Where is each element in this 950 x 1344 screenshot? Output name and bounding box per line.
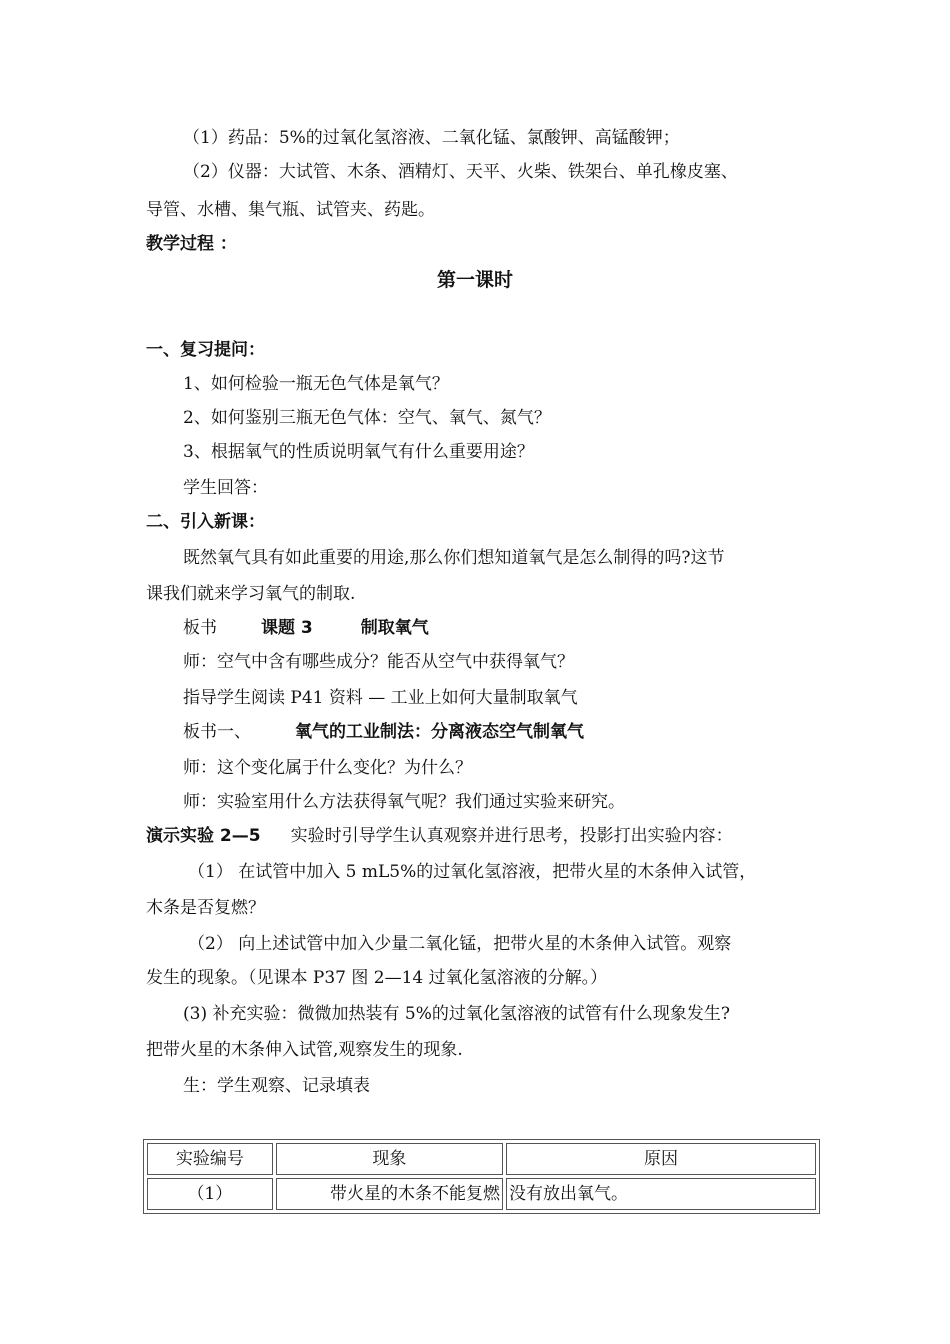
demo-experiment-text: 实验时引导学生认真观察并进行思考，投影打出实验内容： <box>290 826 733 846</box>
demo-experiment-line <box>146 824 733 848</box>
table-header-phenomenon: 现象 <box>276 1143 503 1175</box>
experiment-step-2-cont: 发生的现象。（见课本 P37 图 2—14 过氧化氢溶液的分解。） <box>146 968 608 988</box>
board-topic-number: 课题 3 <box>261 618 313 638</box>
section-heading-intro: 二、引入新课： <box>146 512 265 532</box>
table-row <box>147 1178 816 1210</box>
student-observation: 生：学生观察、记录填表 <box>183 1076 370 1096</box>
intro-paragraph: 既然氧气具有如此重要的用途,那么你们想知道氧气是怎么制得的吗?这节 <box>183 548 725 568</box>
section-heading-process: 教学过程 ： <box>146 234 237 254</box>
table-cell-number: （1） <box>147 1178 273 1210</box>
demo-experiment-label: 演示实验 2—5 <box>146 826 261 846</box>
section-heading-review: 一、复习提问： <box>146 340 265 360</box>
materials-line: （1）药品：5%的过氧化氢溶液、二氧化锰、氯酸钾、高锰酸钾； <box>183 128 680 148</box>
board-line-industrial <box>183 720 584 744</box>
table-cell-phenomenon: 带火星的木条不能复燃 <box>276 1178 503 1210</box>
review-question-3: 3、根据氧气的性质说明氧气有什么重要用途？ <box>183 442 534 462</box>
table-header-row <box>147 1143 816 1175</box>
table-cell-reason: 没有放出氧气。 <box>506 1178 816 1210</box>
instruments-line-cont: 导管、水槽、集气瓶、试管夹、药匙。 <box>146 200 435 220</box>
table-header-number: 实验编号 <box>147 1143 273 1175</box>
teacher-question-change: 师：这个变化属于什么变化？为什么？ <box>183 758 472 778</box>
board-label-one: 板书一、 <box>183 722 251 742</box>
review-question-2: 2、如何鉴别三瓶无色气体：空气、氧气、氮气？ <box>183 408 551 428</box>
experiment-step-2: （2） 向上述试管中加入少量二氧化锰，把带火星的木条伸入试管。观察 <box>188 934 732 954</box>
intro-paragraph-cont: 课我们就来学习氧气的制取. <box>146 584 356 604</box>
teacher-question-lab: 师：实验室用什么方法获得氧气呢？我们通过实验来研究。 <box>183 792 625 812</box>
teacher-question-air: 师：空气中含有哪些成分？能否从空气中获得氧气？ <box>183 652 574 672</box>
board-topic-title: 制取氧气 <box>360 618 429 638</box>
table-header-reason: 原因 <box>506 1143 816 1175</box>
review-question-1: 1、如何检验一瓶无色气体是氧气？ <box>183 374 449 394</box>
experiment-step-3-cont: 把带火星的木条伸入试管,观察发生的现象. <box>146 1040 463 1060</box>
board-label: 板书 <box>183 618 217 638</box>
experiment-table <box>143 1139 820 1214</box>
experiment-step-1-cont: 木条是否复燃？ <box>146 898 265 918</box>
page-title: 第一课时 <box>436 269 513 291</box>
student-answer: 学生回答： <box>183 478 268 498</box>
reading-guide: 指导学生阅读 P41 资料 — 工业上如何大量制取氧气 <box>183 688 578 708</box>
industrial-method-heading: 氧气的工业制法：分离液态空气制氧气 <box>295 722 584 742</box>
experiment-step-3: (3) 补充实验：微微加热装有 5%的过氧化氢溶液的试管有什么现象发生? <box>183 1004 730 1024</box>
experiment-step-1: （1） 在试管中加入 5 mL5%的过氧化氢溶液，把带火星的木条伸入试管， <box>188 862 757 882</box>
instruments-line: （2）仪器：大试管、木条、酒精灯、天平、火柴、铁架台、单孔橡皮塞、 <box>183 162 738 182</box>
board-line-topic <box>183 616 429 640</box>
